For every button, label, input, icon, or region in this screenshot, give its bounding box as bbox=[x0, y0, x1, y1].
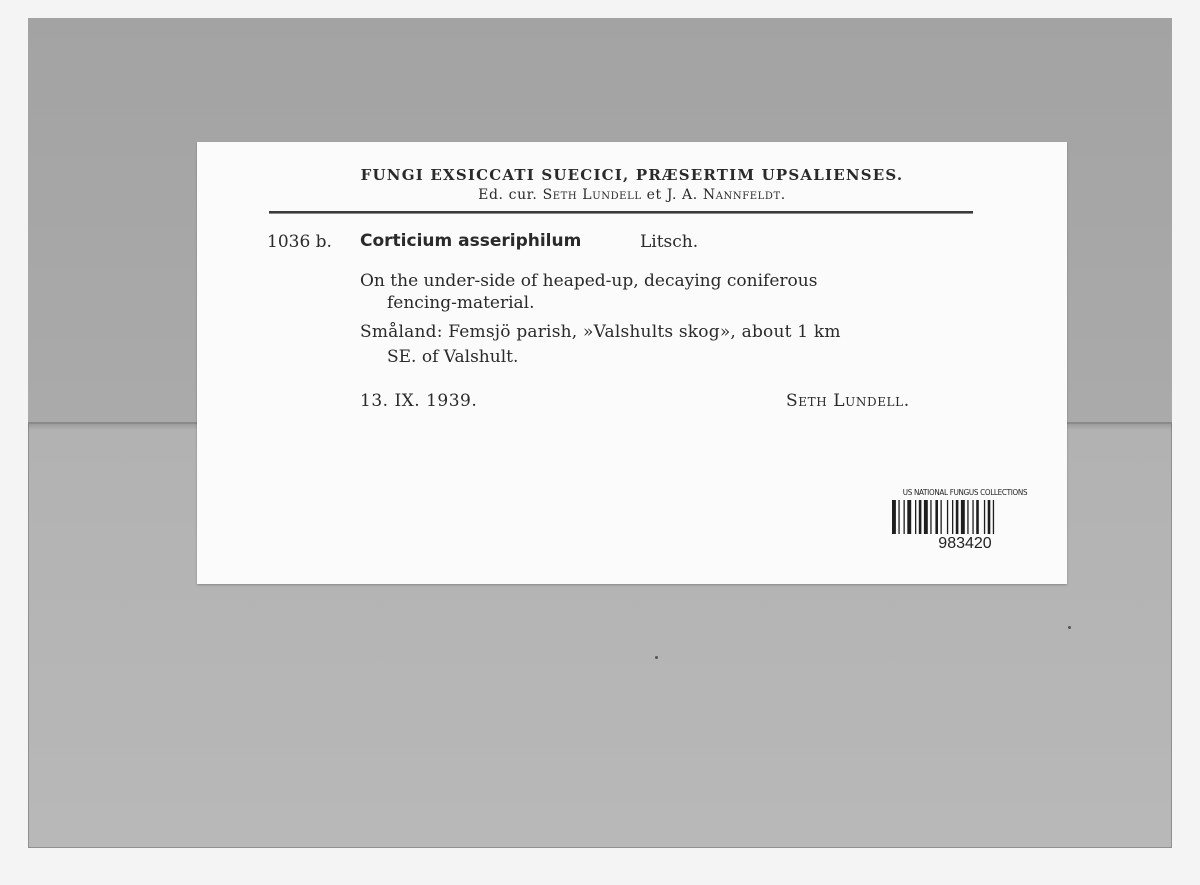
barcode-bar bbox=[952, 500, 953, 534]
habitat-line: On the under-side of heaped-up, decaying coniferous bbox=[360, 271, 818, 291]
herbarium-label bbox=[197, 142, 1067, 584]
locality-line: Småland: Femsjö parish, »Valshults skog», about 1 km bbox=[360, 322, 841, 342]
barcode-bar bbox=[919, 500, 922, 534]
barcode-bar bbox=[898, 500, 899, 534]
series-title: FUNGI EXSICCATI SUECICI, PRÆSERTIM UPSALIENSES. bbox=[360, 166, 904, 184]
barcode-bar bbox=[956, 500, 959, 534]
barcode-caption: US NATIONAL FUNGUS COLLECTIONS bbox=[902, 488, 1028, 497]
specimen-number: 1036 b. bbox=[267, 232, 332, 252]
editors-join: et bbox=[646, 187, 662, 203]
barcode-sticker bbox=[885, 486, 1045, 556]
barcode-bar bbox=[907, 500, 911, 534]
editors-prefix: Ed. cur. bbox=[478, 187, 538, 203]
barcode-bar bbox=[961, 500, 965, 534]
species-name: Corticium asseriphilum bbox=[360, 231, 582, 251]
barcode-bar bbox=[915, 500, 916, 534]
barcode-bar bbox=[967, 500, 968, 534]
barcode-icon bbox=[892, 500, 1038, 534]
barcode-number: 983420 bbox=[938, 535, 992, 552]
paper-speck bbox=[655, 656, 658, 659]
barcode-bar bbox=[947, 500, 948, 534]
paper-speck bbox=[1068, 626, 1071, 629]
species-author: Litsch. bbox=[640, 232, 699, 252]
collection-date: 13. IX. 1939. bbox=[360, 391, 478, 411]
editor-name: Seth Lundell bbox=[542, 187, 642, 203]
locality-line: SE. of Valshult. bbox=[387, 347, 519, 367]
barcode-bar bbox=[930, 500, 931, 534]
barcode-bar bbox=[993, 500, 994, 534]
editors-line bbox=[197, 187, 1067, 203]
barcode-bar bbox=[972, 500, 973, 534]
barcode-bar bbox=[976, 500, 979, 534]
barcode-bar bbox=[941, 500, 942, 534]
barcode-bar bbox=[892, 500, 896, 534]
habitat-line: fencing-material. bbox=[387, 293, 535, 313]
barcode-bar bbox=[935, 500, 938, 534]
collector-name: Seth Lundell. bbox=[786, 391, 910, 411]
barcode-bar bbox=[984, 500, 985, 534]
barcode-bar bbox=[924, 500, 928, 534]
header-rule bbox=[269, 211, 973, 214]
barcode-bar bbox=[904, 500, 905, 534]
barcode-bar bbox=[988, 500, 991, 534]
editor-name: J. A. Nannfeldt. bbox=[666, 187, 786, 203]
